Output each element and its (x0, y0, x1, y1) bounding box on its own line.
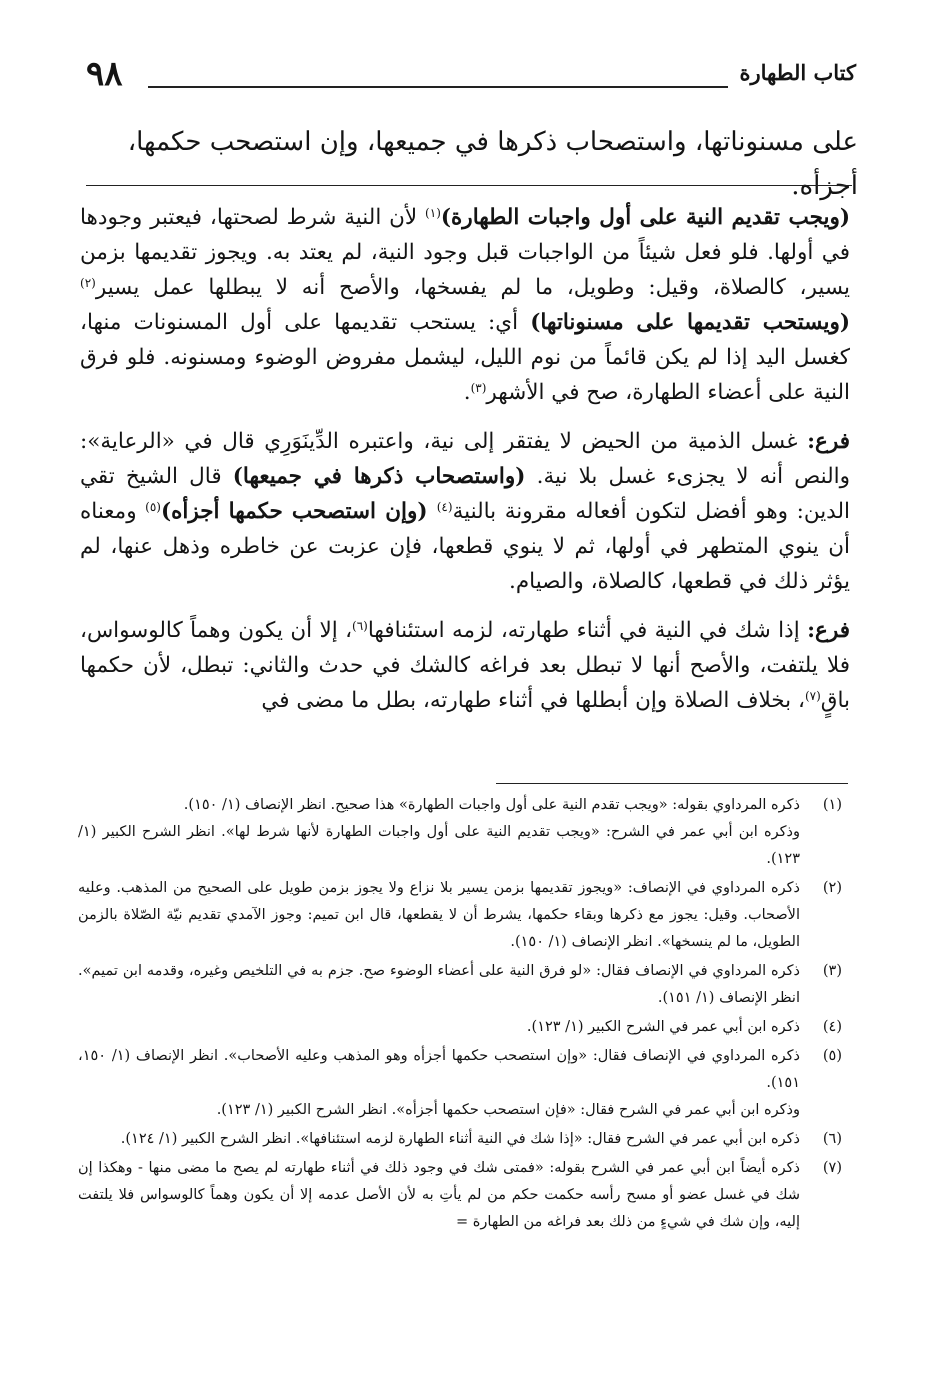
far-label: فرع: (807, 618, 850, 643)
footnote-number: (٦) (822, 1131, 842, 1147)
footnote-ref: (٢) (80, 276, 96, 290)
footnote (78, 1126, 842, 1153)
footnote (78, 1155, 842, 1236)
sharh-text: لأن النية شرط لصحتها، فيعتبر وجودها في أولها. فلو فعل شيئاً من الواجبات قبل وجود النية، لم يعتد به. ويجوز تقديمها بزمن يسير، كالصلاة، وقيل: وطويل، ما لم يفسخها، والأصح أنه لا يبطلها عمل يسير (80, 205, 850, 300)
footnote-line: ذكره المرداوي في الإنصاف فقال: «وإن استصحب حكمها أجزأه وهو المذهب وعليه الأصحاب». انظر الإنصاف (١/ ١٥٠، ١٥١). (78, 1048, 800, 1091)
sharh-text: ، بخلاف الصلاة وإن أبطلها في أثناء طهارته، بطل ما مضى في (261, 688, 805, 713)
footnote-number: (٢) (822, 880, 842, 896)
footnote-line: وذكره ابن أبي عمر في الشرح فقال: «فإن استصحب حكمها أجزأه». انظر الشرح الكبير (١/ ١٢٣). (216, 1102, 800, 1118)
sharh-text: ومعناه أن ينوي المتطهر في أولها، ثم لا ينوي قطعها، فإن عزبت عن خاطره وذهل عنها، لم يؤثر ذلك في قطعها، كالصلاة، والصيام. (80, 499, 850, 594)
footnote-line: ذكره أيضاً ابن أبي عمر في الشرح بقوله: «فمتى شك في وجود ذلك في أثناء طهارته لم يصح ما مضى منها - وهكذا إن شك في غسل عضو أو مسح رأسه حكمت حكم من لم يأتِ به لأن الأصل عدمه إلا أن يكون وهماً كالوسواس فلا يلتفت إليه، وإن شك في شيءٍ من ذلك بعد فراغه من الطهارة = (78, 1160, 800, 1230)
footnote-ref: (٦) (352, 619, 368, 633)
footnote-text (78, 958, 800, 1012)
footnote-line: وذكره ابن أبي عمر في الشرح: «ويجب تقديم النية على أول واجبات الطهارة لأنها شرط لها». انظر الشرح الكبير (١/ ١٢٣). (78, 824, 800, 867)
matn-quote: (ويستحب تقديمها على مسنوناتها) (530, 310, 850, 335)
footnote (78, 792, 842, 873)
footnote-text (78, 1043, 800, 1124)
far-label: فرع: (807, 429, 850, 454)
footnote-text (78, 1155, 800, 1236)
carryover-text-line: على مسنوناتها، واستصحاب ذكرها في جميعها، وإن استصحب حكمها، أجزأه. (127, 127, 858, 201)
main-text (80, 200, 850, 732)
footnote-text (78, 875, 800, 956)
footnote-text (78, 1014, 800, 1041)
footnote-number: (٥) (822, 1048, 842, 1064)
footnote-line: ذكره المرداوي بقوله: «ويجب تقدم النية على أول واجبات الطهارة» هذا صحيح. انظر الإنصاف (١/ ١٥٠). (183, 797, 800, 813)
footnote-line: ذكره المرداوي في الإنصاف فقال: «لو فرق النية على أعضاء الوضوء صح. جزم به في التلخيص وغيره، وقدمه ابن تميم». انظر الإنصاف (١/ ١٥١). (78, 963, 800, 1006)
footnote-text (78, 1126, 800, 1153)
footnote-ref: (٤) (436, 500, 453, 514)
page-number: ٩٨ (86, 54, 123, 94)
book-title: كتاب الطهارة (739, 60, 856, 85)
footnote-text (78, 792, 800, 873)
footnote-separator (496, 783, 848, 784)
footnote-line: ذكره ابن أبي عمر في الشرح فقال: «إذا شك في النية أثناء الطهارة لزمه استئنافها». انظر الشرح الكبير (١/ ١٢٤). (120, 1131, 800, 1147)
paragraph-far-doubt (80, 613, 850, 718)
footnote-ref: (٣) (470, 381, 487, 395)
footnotes (78, 792, 842, 1238)
footnote-ref: (٥) (145, 500, 161, 514)
footnote (78, 958, 842, 1012)
page-header (86, 54, 856, 98)
matn-quote: (وإن استصحب حكمها أجزأه) (160, 499, 437, 524)
paragraph-intention-order (80, 200, 850, 410)
footnote-number: (٧) (822, 1160, 842, 1176)
footnote (78, 1043, 842, 1124)
footnote-number: (١) (822, 797, 842, 813)
footnote-ref: (١) (425, 206, 441, 220)
sharh-text: قال الشيخ تقي الدين: وهو أفضل لتكون أفعاله مقرونة بالنية (80, 464, 850, 524)
matn-quote: (واستصحاب ذكرها في جميعها) (232, 464, 526, 489)
footnote (78, 1014, 842, 1041)
footnote-ref: (٧) (804, 689, 821, 703)
sharh-text: ، إلا أن يكون وهماً كالوسواس، فلا يلتفت، والأصح أنها لا تبطل بعد فراغه كالشك في حدث والثاني: تبطل، لأن حكمها باقٍ (80, 618, 850, 713)
footnote-line: ذكره ابن أبي عمر في الشرح الكبير (١/ ١٢٣). (526, 1019, 800, 1035)
section-separator (86, 185, 852, 186)
sharh-text: إذا شك في النية في أثناء طهارته، لزمه استئنافها (367, 618, 808, 643)
footnote-line: ذكره المرداوي في الإنصاف: «ويجوز تقديمها بزمن يسير بلا نزاع ولا يجوز بزمن طويل على الصحيح من المذهب. وعليه الأصحاب. وقيل: يجوز مع ذكرها وبقاء حكمها، يشرط أن لا يقطعها، قال ابن تميم: وجوز الآمدي تقديم نيّة الصّلاة بالزمن الطويل، ما لم ينسخها». انظر الإنصاف (١/ ١٥٠). (78, 880, 800, 950)
sharh-text: . (463, 380, 471, 405)
sharh-text: أي: يستحب تقديمها على أول المسنونات منها، كغسل اليد إذا لم يكن قائماً من نوم الليل، ليشمل مفروض الوضوء ومسنونه. فلو فرق النية على أعضاء الطهارة، صح في الأشهر (80, 310, 850, 405)
matn-quote: (ويجب تقديم النية على أول واجبات الطهارة) (440, 205, 850, 230)
footnote (78, 875, 842, 956)
sharh-text: غسل الذمية من الحيض لا يفتقر إلى نية، واعتبره الدِّينَوَرِي قال في «الرعاية»: والنص أنه لا يجزىء غسل بلا نية. (80, 429, 850, 489)
footnote-number: (٤) (822, 1019, 842, 1035)
paragraph-far-dhimmiya (80, 424, 850, 599)
header-rule (148, 86, 728, 88)
footnote-number: (٣) (822, 963, 842, 979)
